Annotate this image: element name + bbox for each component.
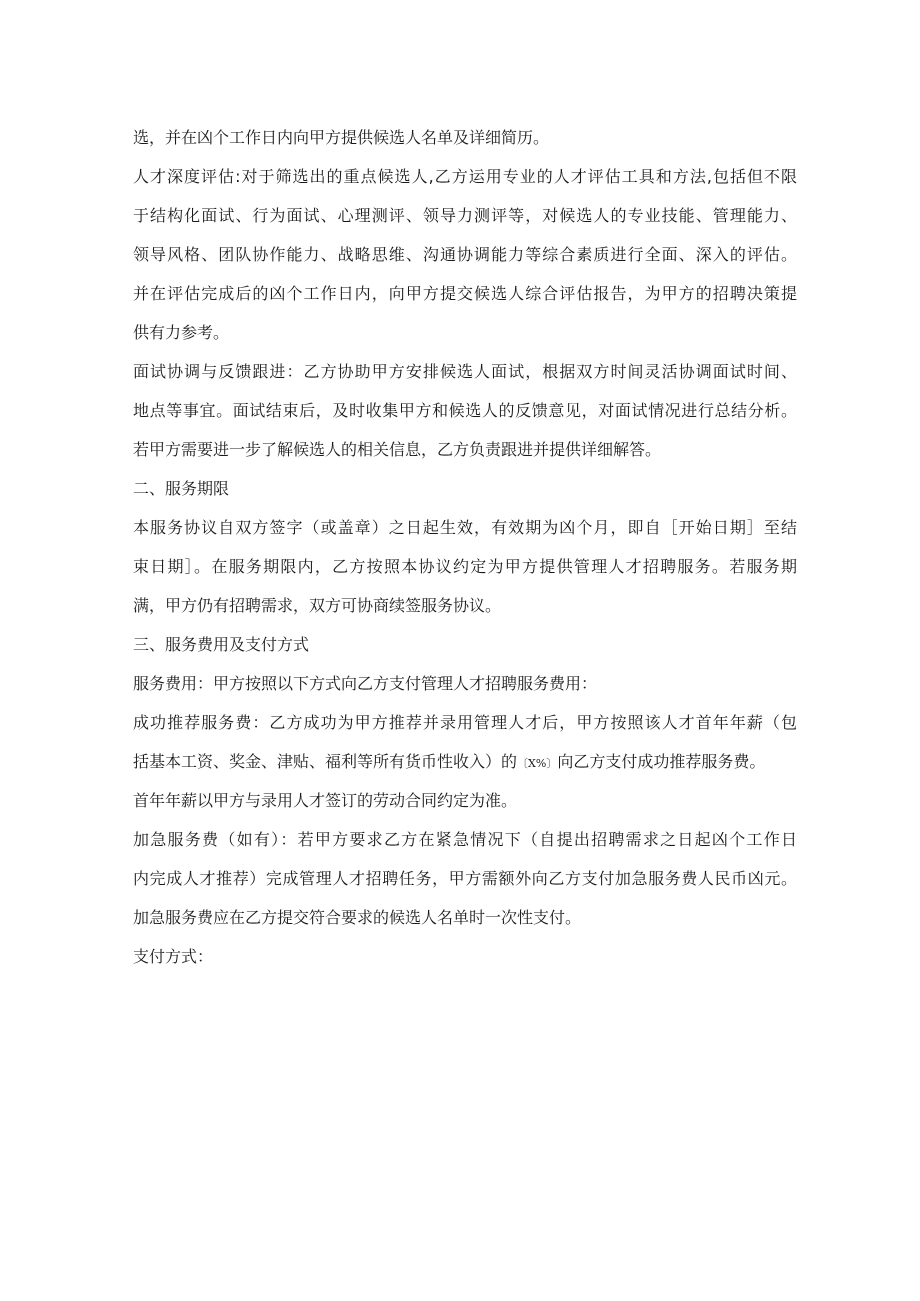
percentage-placeholder: 〔X%〕: [517, 757, 558, 770]
paragraph-line: 选，并在凶个工作日内向甲方提供候选人名单及详细简历。: [133, 128, 550, 147]
paragraph-line: 供有力参考。: [133, 323, 230, 342]
paragraph-line: 地点等事宜。面试结束后，及时收集甲方和候选人的反馈意见，对面试情况进行总结分析。: [133, 401, 797, 420]
paragraph-line: 人才深度评估:对于筛选出的重点候选人,乙方运用专业的人才评估工具和方法,包括但不限: [133, 167, 797, 186]
paragraph-line: 内完成人才推荐）完成管理人才招聘任务，甲方需额外向乙方支付加急服务费人民币凶元。: [133, 869, 797, 888]
paragraph-line: 若甲方需要进一步了解候选人的相关信息，乙方负责跟进并提供详细解答。: [133, 440, 662, 459]
line-text: 向乙方支付成功推荐服务费。: [557, 752, 766, 771]
paragraph-line: 加急服务费（如有）：若甲方要求乙方在紧急情况下（自提出招聘需求之日起凶个工作日: [133, 830, 797, 849]
document-body: [133, 118, 797, 976]
paragraph-line: 服务费用：甲方按照以下方式向乙方支付管理人才招聘服务费用：: [133, 674, 598, 693]
paragraph-line: 加急服务费应在乙方提交符合要求的候选人名单时一次性支付。: [133, 908, 582, 927]
paragraph-line: 本服务协议自双方签字（或盖章）之日起生效，有效期为凶个月，即自［开始日期］至结: [133, 518, 797, 537]
paragraph-line: 面试协调与反馈跟进：乙方协助甲方安排候选人面试，根据双方时间灵活协调面试时间、: [133, 362, 797, 381]
line-text: 括基本工资、奖金、津贴、福利等所有货币性收入）的: [133, 752, 518, 771]
paragraph-line: 于结构化面试、行为面试、心理测评、领导力测评等，对候选人的专业技能、管理能力、: [133, 206, 797, 225]
paragraph-line: 满，甲方仍有招聘需求，双方可协商续签服务协议。: [133, 596, 502, 615]
section-heading: 二、服务期限: [133, 479, 230, 498]
paragraph-line: 领导风格、团队协作能力、战略思维、沟通协调能力等综合素质进行全面、深入的评估。: [133, 245, 797, 264]
paragraph-line: 束日期］。在服务期限内，乙方按照本协议约定为甲方提供管理人才招聘服务。若服务期: [133, 557, 797, 576]
paragraph-line: 并在评估完成后的凶个工作日内，向甲方提交候选人综合评估报告，为甲方的招聘决策提: [133, 284, 797, 303]
paragraph-line: 成功推荐服务费：乙方成功为甲方推荐并录用管理人才后，甲方按照该人才首年年薪（包: [133, 713, 797, 732]
section-heading: 三、服务费用及支付方式: [133, 635, 310, 654]
paragraph-line: 首年年薪以甲方与录用人才签订的劳动合同约定为准。: [133, 791, 518, 810]
paragraph-line: [133, 742, 797, 781]
paragraph-line: 支付方式：: [133, 947, 214, 966]
